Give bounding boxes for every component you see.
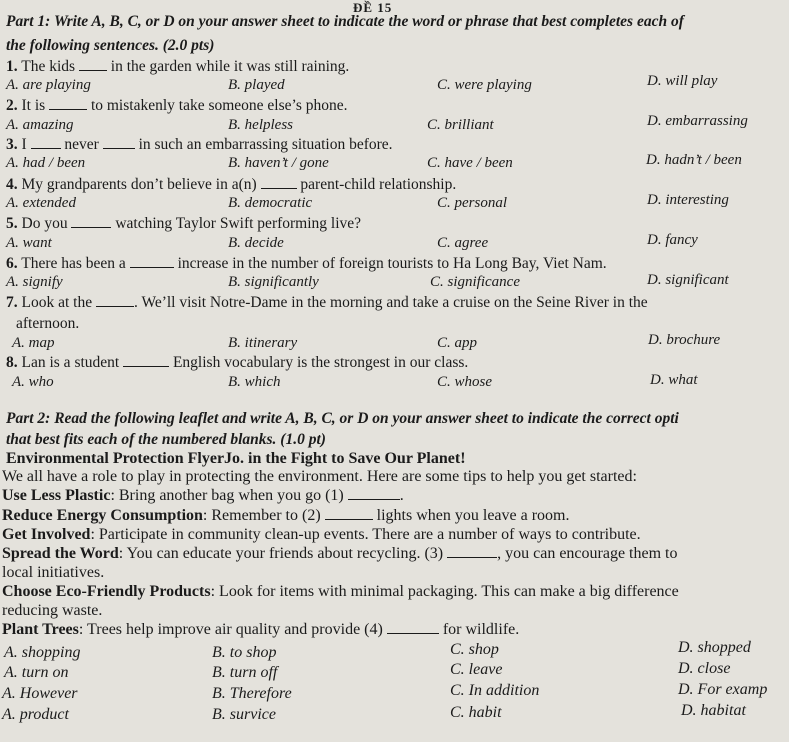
- q5-option-d[interactable]: D. fancy: [647, 232, 698, 248]
- q6-option-b[interactable]: B. significantly: [228, 274, 319, 290]
- tip-spread-word: Spread the Word: You can educate your friends about recycling. (3) , you can encourage them to: [2, 545, 678, 562]
- q4-option-c[interactable]: C. personal: [437, 195, 508, 211]
- question-6: 6. There has been a increase in the number of foreign tourists to Ha Long Bay, Viet Nam.: [6, 255, 607, 272]
- tip-plant-trees: Plant Trees: Trees help improve air quality and provide (4) for wildlife.: [2, 621, 520, 638]
- q4-option-b[interactable]: B. democratic: [228, 195, 313, 211]
- tip-spread-word-continued: local initiatives.: [2, 564, 105, 581]
- q1-option-d[interactable]: D. will play: [647, 73, 718, 89]
- q2-option-d[interactable]: D. embarrassing: [647, 113, 748, 129]
- q8-option-a[interactable]: A. who: [12, 374, 54, 390]
- q7-option-a[interactable]: A. map: [12, 335, 55, 351]
- q6-option-d[interactable]: D. significant: [647, 272, 729, 288]
- q3-option-d[interactable]: D. hadn’t / been: [646, 152, 742, 168]
- q1-option-a[interactable]: A. are playing: [6, 77, 91, 93]
- blank4-option-a[interactable]: A. product: [2, 706, 69, 723]
- q8-option-b[interactable]: B. which: [228, 374, 281, 390]
- q2-option-a[interactable]: A. amazing: [6, 117, 74, 133]
- q3-option-b[interactable]: B. haven’t / gone: [228, 155, 329, 171]
- blank1-option-c[interactable]: C. shop: [450, 641, 499, 658]
- blank3-option-d[interactable]: D. For examp: [678, 681, 768, 698]
- question-5: 5. Do you watching Taylor Swift performing live?: [6, 215, 362, 232]
- q6-option-a[interactable]: A. signify: [6, 274, 63, 290]
- tip-eco-products: Choose Eco-Friendly Products: Look for items with minimal packaging. This can make a big difference: [2, 583, 679, 600]
- question-3: 3. I never in such an embarrassing situation before.: [6, 136, 393, 153]
- blank1-option-d[interactable]: D. shopped: [678, 639, 751, 656]
- blank4-option-d[interactable]: D. habitat: [681, 702, 746, 719]
- q1-option-b[interactable]: B. played: [228, 77, 285, 93]
- tip-get-involved: Get Involved: Participate in community clean-up events. There are a number of ways to contribute.: [2, 526, 641, 543]
- question-7-continued: afternoon.: [16, 315, 80, 332]
- q3-option-a[interactable]: A. had / been: [6, 155, 86, 171]
- question-1: 1. The kids in the garden while it was still raining.: [6, 58, 350, 75]
- q3-option-c[interactable]: C. have / been: [427, 155, 513, 171]
- q5-option-c[interactable]: C. agree: [437, 235, 489, 251]
- blank1-option-b[interactable]: B. to shop: [212, 644, 277, 661]
- q2-option-b[interactable]: B. helpless: [228, 117, 293, 133]
- blank2-option-a[interactable]: A. turn on: [4, 664, 69, 681]
- question-2: 2. It is to mistakenly take someone else’s phone.: [6, 97, 348, 114]
- q8-option-c[interactable]: C. whose: [437, 374, 493, 390]
- blank3-option-c[interactable]: C. In addition: [450, 682, 540, 699]
- part2-title-line1: Part 2: Read the following leaflet and write A, B, C, or D on your answer sheet to indicate the correct opti: [6, 410, 679, 427]
- q4-option-a[interactable]: A. extended: [6, 195, 76, 211]
- question-8: 8. Lan is a student English vocabulary is the strongest in our class.: [6, 354, 469, 371]
- blank1-option-a[interactable]: A. shopping: [4, 644, 81, 661]
- part2-title-line2: that best fits each of the numbered blanks. (1.0 pt): [6, 431, 326, 448]
- q1-option-c[interactable]: C. were playing: [437, 77, 532, 93]
- part1-title-line1: Part 1: Write A, B, C, or D on your answer sheet to indicate the word or phrase that best completes each of: [6, 13, 684, 30]
- q6-option-c[interactable]: C. significance: [430, 274, 520, 290]
- q7-option-d[interactable]: D. brochure: [648, 332, 721, 348]
- tip-eco-products-continued: reducing waste.: [2, 602, 103, 619]
- q5-option-b[interactable]: B. decide: [228, 235, 284, 251]
- q7-option-b[interactable]: B. itinerary: [228, 335, 298, 351]
- q2-option-c[interactable]: C. brilliant: [427, 117, 494, 133]
- blank2-option-b[interactable]: B. turn off: [212, 664, 278, 681]
- blank4-option-c[interactable]: C. habit: [450, 704, 502, 721]
- exam-code: ĐỀ 15: [353, 0, 393, 15]
- flyer-intro: We all have a role to play in protecting the environment. Here are some tips to help you get started:: [2, 468, 637, 485]
- tip-reduce-energy: Reduce Energy Consumption: Remember to (2) lights when you leave a room.: [2, 507, 570, 524]
- blank2-option-d[interactable]: D. close: [678, 660, 731, 677]
- question-7: 7. Look at the . We’ll visit Notre-Dame in the morning and take a cruise on the Seine River in the: [6, 294, 648, 311]
- blank3-option-b[interactable]: B. Therefore: [212, 685, 292, 702]
- question-4: 4. My grandparents don’t believe in a(n) parent-child relationship.: [6, 176, 457, 193]
- q7-option-c[interactable]: C. app: [437, 335, 478, 351]
- q5-option-a[interactable]: A. want: [6, 235, 52, 251]
- q4-option-d[interactable]: D. interesting: [647, 192, 729, 208]
- blank4-option-b[interactable]: B. survice: [212, 706, 276, 723]
- blank2-option-c[interactable]: C. leave: [450, 661, 503, 678]
- tip-use-less-plastic: Use Less Plastic: Bring another bag when you go (1) .: [2, 487, 404, 504]
- flyer-title: Environmental Protection FlyerJo. in the Fight to Save Our Planet!: [6, 450, 466, 467]
- blank3-option-a[interactable]: A. However: [2, 685, 78, 702]
- q8-option-d[interactable]: D. what: [650, 372, 698, 388]
- part1-title-line2: the following sentences. (2.0 pts): [6, 37, 215, 54]
